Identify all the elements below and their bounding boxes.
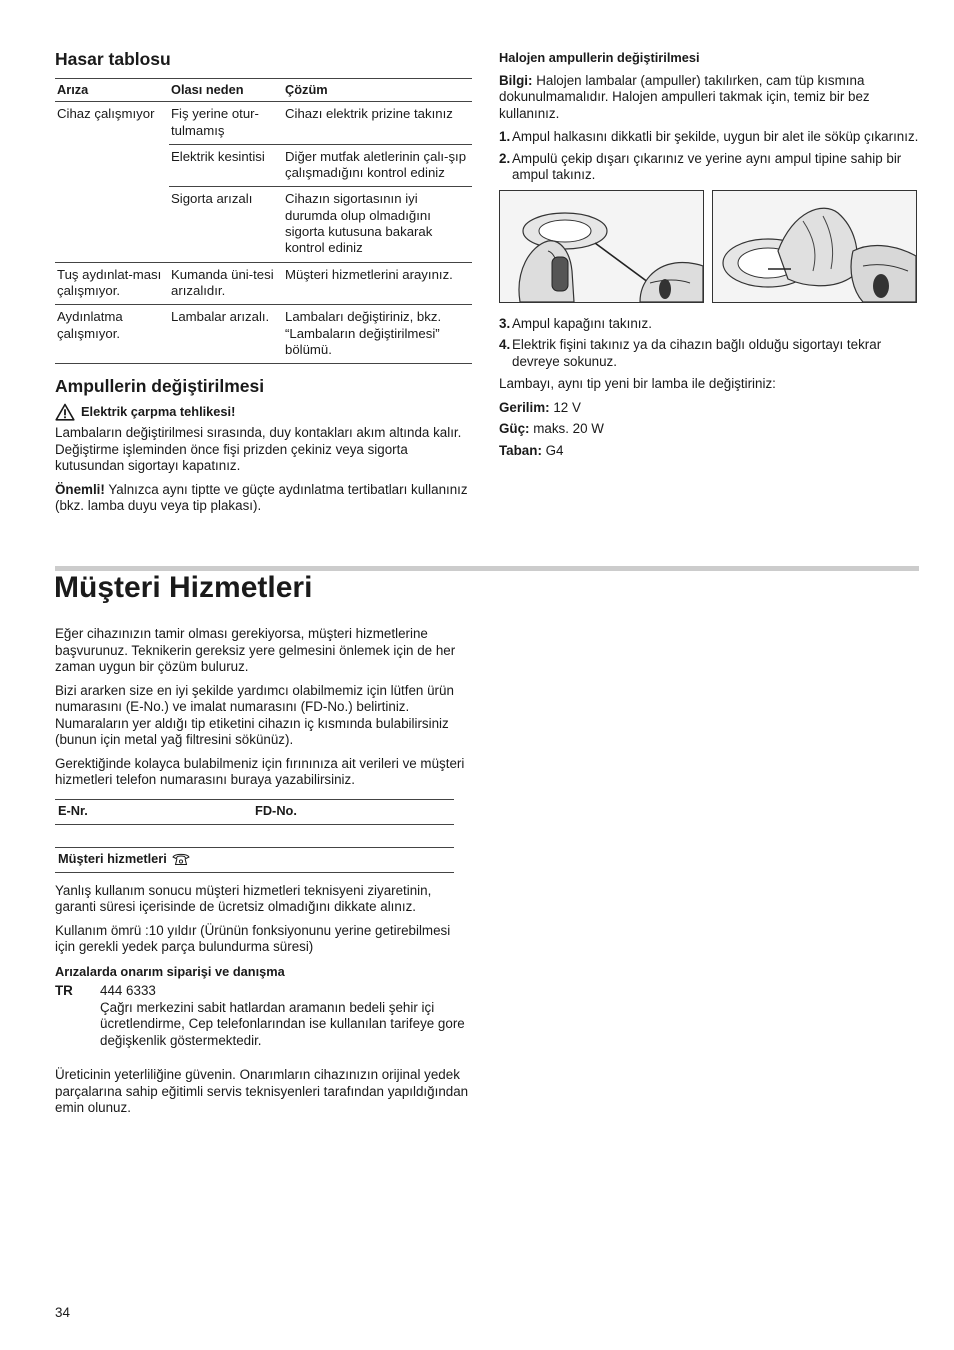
spec-label: Gerilim: (499, 399, 550, 415)
customer-paragraph: Eğer cihazınızın tamir olması gerekiyorsa, müşteri hizmetlerine başvurunuz. Teknikerin gereksiz yere gelmesini önlemek için de her zaman uygun bir çözüm buluruz. (55, 626, 456, 674)
spec-base (499, 443, 919, 460)
enr-fdno-field (55, 799, 454, 825)
spec-power (499, 421, 919, 438)
spec-label: Taban: (499, 442, 542, 458)
warning-title: Elektrik çarpma tehlikesi! (81, 403, 236, 419)
step-text: Ampulü çekip dışarı çıkarınız ve yerine aynı ampul tipine sahip bir ampul takınız. (512, 150, 902, 182)
telephone-icon (172, 853, 190, 866)
customer-paragraph: Üreticinin yeterliliğine güvenin. Onarımların cihazınızın orijinal yedek parçalarına sahip eğitimli servis teknisyenleri tarafından yapıldığından emin olunuz. (55, 1067, 469, 1115)
ring-removal-illustration (499, 190, 704, 303)
enr-label: E-Nr. (58, 802, 88, 818)
cause-cell: Sigorta arızalı (169, 187, 283, 262)
warning-heading (55, 403, 473, 421)
table-row (55, 102, 472, 145)
important-text: Yalnızca aynı tiptte ve güçte aydınlatma tertibatları kullanınız (bkz. lamba duyu veya tip plakası). (55, 481, 468, 514)
customer-section (55, 626, 473, 1124)
phone-number: 444 6333 (100, 983, 156, 998)
left-column (55, 48, 473, 522)
list-item (499, 316, 919, 333)
customer-paragraph: Yanlış kullanım sonucu müşteri hizmetleri teknisyeni ziyaretinin, garanti süresi içerisinde de ücretsiz olmadığını dikkate alınız. (55, 882, 432, 914)
step-number: 4. (499, 337, 511, 352)
fix-cell: Cihazın sigortasının iyi durumda olup olmadığını sigorta kutusuna bakarak kontrol ediniz (283, 187, 472, 262)
fault-cell: Aydınlatma çalışmıyor. (55, 305, 169, 364)
fix-cell: Diğer mutfak aletlerinin çalı-şıp çalışmadığını kontrol ediniz (283, 144, 472, 187)
damage-table-title: Hasar tablosu (55, 49, 171, 69)
fix-cell: Müşteri hizmetlerini arayınız. (283, 262, 472, 305)
table-row (55, 262, 472, 305)
warning-triangle-icon (55, 403, 75, 421)
steps-list-a (499, 129, 919, 184)
steps-list-b (499, 316, 919, 371)
list-item (499, 129, 919, 146)
damage-table (55, 78, 472, 364)
important-note (55, 482, 473, 515)
cause-cell: Fiş yerine otur-tulmamış (169, 102, 283, 145)
step-number: 2. (499, 150, 511, 166)
fault-cell: Cihaz çalışmıyor (55, 102, 169, 262)
service-phone-field (55, 847, 454, 873)
spec-value: G4 (541, 442, 564, 458)
page-number: 34 (55, 1305, 70, 1320)
step-text: Ampul kapağını takınız. (512, 315, 652, 331)
country-code: TR (55, 983, 73, 998)
spec-label: Güç: (499, 421, 530, 436)
customer-paragraph: Gerektiğinde kolayca bulabilmeniz için fırınınıza ait verileri ve müşteri hizmetleri telefon numarasını buraya yazabilirsiniz. (55, 755, 465, 787)
table-row (55, 305, 472, 364)
fdno-label: FD-No. (255, 802, 297, 818)
service-label: Müşteri hizmetleri (58, 850, 167, 866)
step-number: 3. (499, 315, 511, 331)
info-label: Bilgi: (499, 72, 533, 88)
replace-text: Lambayı, aynı tip yeni bir lamba ile değiştiriniz: (499, 376, 776, 391)
cause-cell: Elektrik kesintisi (169, 144, 283, 187)
service-contact (55, 983, 473, 1049)
header-fix: Çözüm (283, 79, 472, 102)
cause-cell: Kumanda üni-tesi arızalıdır. (169, 262, 283, 305)
spec-value: maks. 20 W (529, 421, 604, 436)
spec-voltage (499, 400, 919, 417)
right-column (499, 50, 919, 464)
step-text: Ampul halkasını dikkatli bir şekilde, uygun bir alet ile söküp çıkarınız. (512, 129, 919, 144)
cause-cell: Lambalar arızalı. (169, 305, 283, 364)
fix-cell: Cihazı elektrik prizine takınız (283, 102, 472, 145)
customer-paragraph: Kullanım ömrü :10 yıldır (Ürünün fonksiyonunu yerine getirebilmesi için gerekli yedek parça bulundurma süresi) (55, 922, 451, 954)
halogen-title: Halojen ampullerin değiştirilmesi (499, 50, 700, 65)
header-fault: Arıza (55, 79, 169, 102)
fix-cell: Lambaları değiştiriniz, bkz. “Lambaların değiştirilmesi” bölümü. (283, 305, 472, 364)
list-item (499, 337, 919, 370)
fault-cell: Tuş aydınlat-ması çalışmıyor. (55, 262, 169, 305)
lamps-title: Ampullerin değiştirilmesi (55, 376, 265, 397)
info-note (499, 73, 919, 123)
warning-text: Lambaların değiştirilmesi sırasında, duy kontakları akım altında kalır. Değiştirme işleminden önce fişi prizden çekiniz veya sigorta kutusundan sigortayı kapatınız. (55, 425, 462, 474)
info-text: Halojen lambalar (ampuller) takılırken, cam tüp kısmına dokunulmamalıdır. Halojen ampulleri takmak için, temiz bir bez kullanınız. (499, 72, 870, 121)
customer-paragraph: Bizi ararken size en iyi şekilde yardımcı olabilmemiz için lütfen ürün numarasını (E-No.) ve imalat numarasını (FD-No.) belirtiniz. Numaraların yer aldığı tip etiketini cihazın iç kısmında bulabilirsiniz (bunun için metal yağ filtresini sökünüz). (55, 682, 454, 747)
damage-table-header (55, 79, 472, 102)
spec-value: 12 V (549, 399, 581, 415)
illustrations (499, 190, 917, 303)
repair-title: Arızalarda onarım siparişi ve danışma (55, 963, 285, 979)
customer-service-title: Müşteri Hizmetleri (54, 571, 313, 604)
list-item (499, 151, 919, 184)
step-number: 1. (499, 129, 511, 144)
bulb-replacement-illustration (712, 190, 917, 303)
phone-note: Çağrı merkezini sabit hatlardan aramanın bedeli şehir içi ücretlendirme, Cep telefonlarından ise kullanılan tarifeye gore değişkenlik göstermektedir. (100, 999, 465, 1048)
step-text: Elektrik fişini takınız ya da cihazın bağlı olduğu sigortayı tekrar devreye sokunuz. (512, 337, 882, 369)
important-label: Önemli! (55, 481, 105, 497)
header-cause: Olası neden (169, 79, 283, 102)
